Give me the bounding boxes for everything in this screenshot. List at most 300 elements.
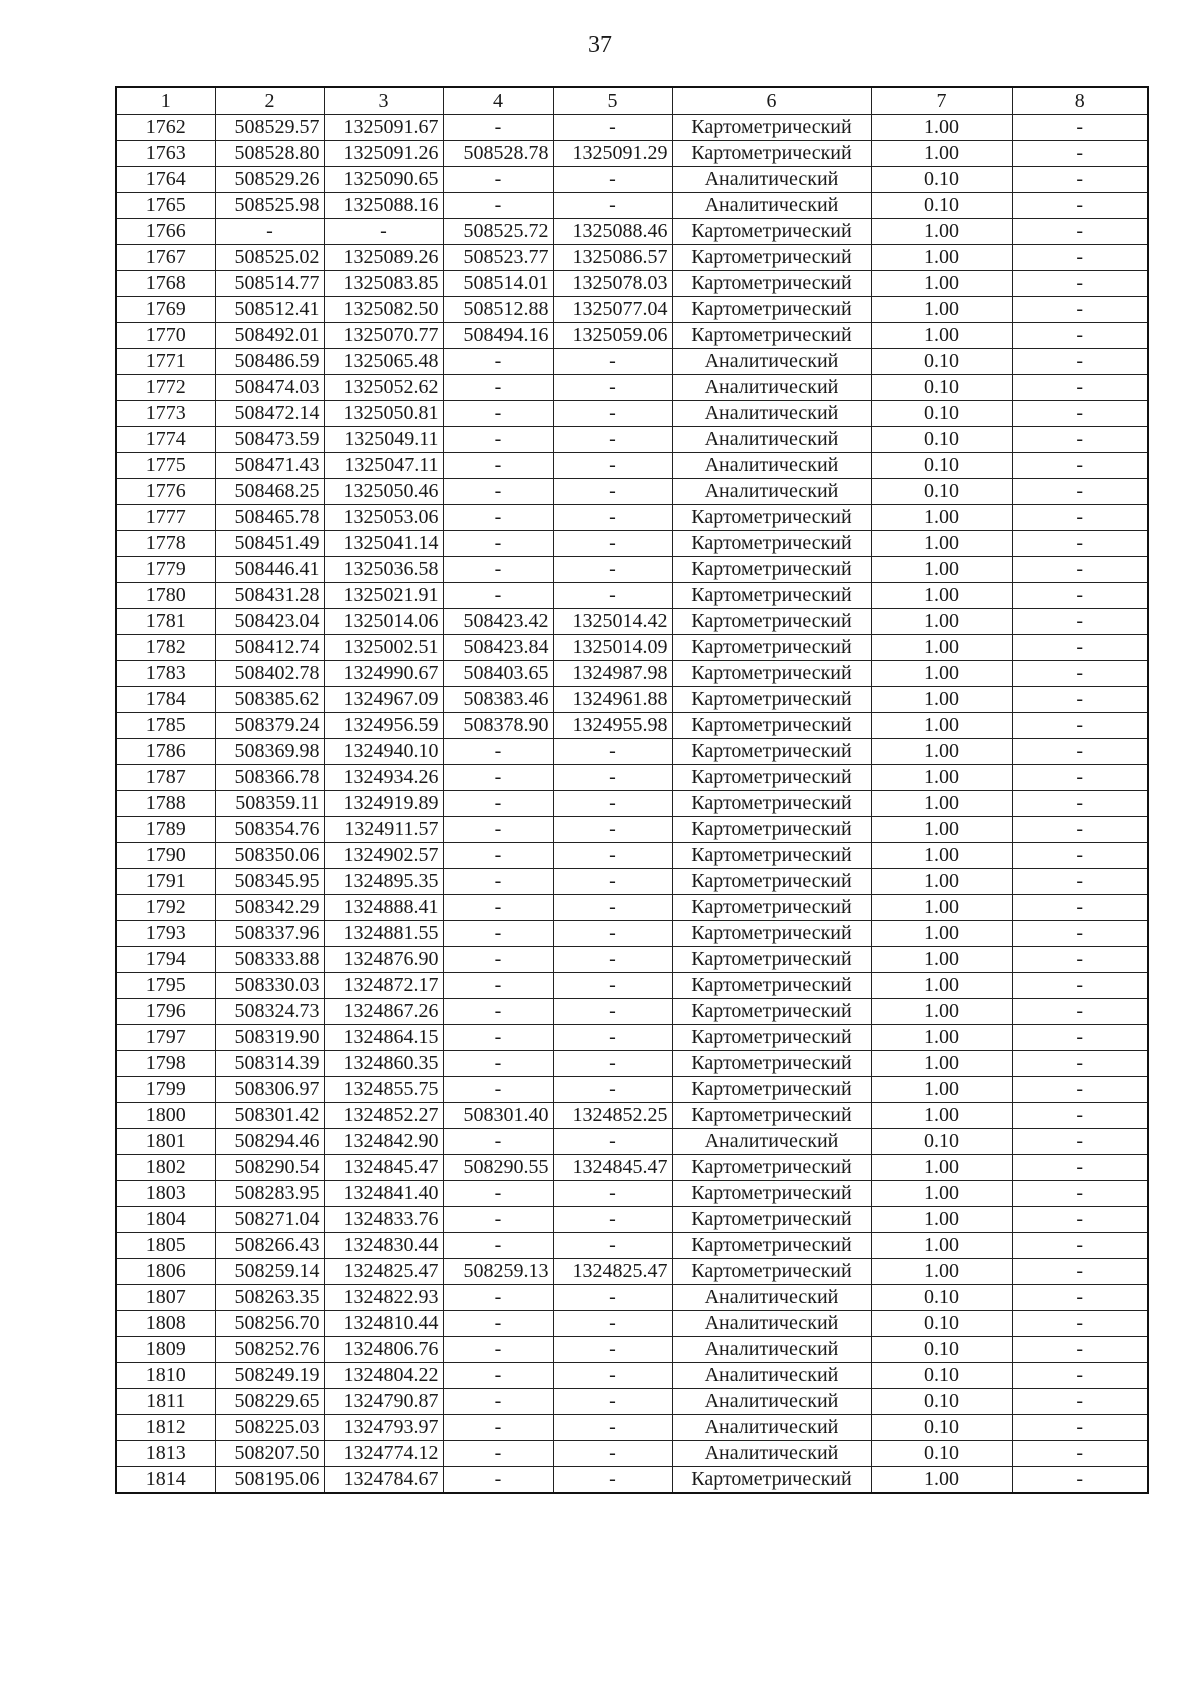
table-row <box>116 479 1148 505</box>
point-number-cell: 1769 <box>116 297 215 323</box>
method-cell: Картометрический <box>672 1181 871 1207</box>
method-cell: Картометрический <box>672 869 871 895</box>
point-number-cell: 1788 <box>116 791 215 817</box>
point-number-cell: 1767 <box>116 245 215 271</box>
point-number-cell: 1771 <box>116 349 215 375</box>
accuracy-cell: 1.00 <box>871 583 1012 609</box>
table-row <box>116 1285 1148 1311</box>
coordinates-table <box>115 86 1149 1494</box>
y-coordinate-alt-cell: - <box>553 1285 672 1311</box>
y-coordinate-cell: 1324825.47 <box>324 1259 443 1285</box>
y-coordinate-alt-cell: - <box>553 1415 672 1441</box>
y-coordinate-cell: 1325052.62 <box>324 375 443 401</box>
column-header: 6 <box>672 87 871 115</box>
x-coordinate-alt-cell: - <box>443 973 553 999</box>
y-coordinate-alt-cell: - <box>553 115 672 141</box>
note-cell: - <box>1012 1207 1148 1233</box>
y-coordinate-alt-cell: 1325059.06 <box>553 323 672 349</box>
note-cell: - <box>1012 609 1148 635</box>
note-cell: - <box>1012 583 1148 609</box>
table-row <box>116 1415 1148 1441</box>
accuracy-cell: 1.00 <box>871 817 1012 843</box>
method-cell: Аналитический <box>672 401 871 427</box>
column-header: 4 <box>443 87 553 115</box>
x-coordinate-alt-cell: - <box>443 1207 553 1233</box>
note-cell: - <box>1012 1129 1148 1155</box>
point-number-cell: 1802 <box>116 1155 215 1181</box>
y-coordinate-cell: 1324911.57 <box>324 817 443 843</box>
point-number-cell: 1798 <box>116 1051 215 1077</box>
accuracy-cell: 1.00 <box>871 1155 1012 1181</box>
point-number-cell: 1807 <box>116 1285 215 1311</box>
y-coordinate-cell: 1324822.93 <box>324 1285 443 1311</box>
accuracy-cell: 0.10 <box>871 1441 1012 1467</box>
point-number-cell: 1812 <box>116 1415 215 1441</box>
point-number-cell: 1810 <box>116 1363 215 1389</box>
table-row <box>116 1337 1148 1363</box>
method-cell: Картометрический <box>672 791 871 817</box>
point-number-cell: 1786 <box>116 739 215 765</box>
table-row <box>116 869 1148 895</box>
table-row <box>116 843 1148 869</box>
table-row <box>116 1181 1148 1207</box>
accuracy-cell: 1.00 <box>871 843 1012 869</box>
x-coordinate-alt-cell: - <box>443 1337 553 1363</box>
accuracy-cell: 1.00 <box>871 661 1012 687</box>
column-header: 3 <box>324 87 443 115</box>
table-row <box>116 765 1148 791</box>
method-cell: Картометрический <box>672 687 871 713</box>
accuracy-cell: 0.10 <box>871 1363 1012 1389</box>
method-cell: Картометрический <box>672 1233 871 1259</box>
y-coordinate-alt-cell: 1324987.98 <box>553 661 672 687</box>
accuracy-cell: 1.00 <box>871 973 1012 999</box>
x-coordinate-alt-cell: - <box>443 167 553 193</box>
note-cell: - <box>1012 1285 1148 1311</box>
y-coordinate-alt-cell: 1324955.98 <box>553 713 672 739</box>
point-number-cell: 1804 <box>116 1207 215 1233</box>
y-coordinate-cell: 1325070.77 <box>324 323 443 349</box>
method-cell: Картометрический <box>672 947 871 973</box>
y-coordinate-cell: 1324855.75 <box>324 1077 443 1103</box>
x-coordinate-cell: 508465.78 <box>215 505 324 531</box>
method-cell: Картометрический <box>672 921 871 947</box>
note-cell: - <box>1012 921 1148 947</box>
method-cell: Аналитический <box>672 193 871 219</box>
y-coordinate-cell: - <box>324 219 443 245</box>
note-cell: - <box>1012 635 1148 661</box>
x-coordinate-cell: 508514.77 <box>215 271 324 297</box>
method-cell: Картометрический <box>672 609 871 635</box>
note-cell: - <box>1012 1077 1148 1103</box>
x-coordinate-alt-cell: - <box>443 817 553 843</box>
table-row <box>116 193 1148 219</box>
x-coordinate-alt-cell: - <box>443 349 553 375</box>
y-coordinate-cell: 1325047.11 <box>324 453 443 479</box>
x-coordinate-cell: 508283.95 <box>215 1181 324 1207</box>
y-coordinate-cell: 1324841.40 <box>324 1181 443 1207</box>
note-cell: - <box>1012 895 1148 921</box>
y-coordinate-cell: 1324919.89 <box>324 791 443 817</box>
y-coordinate-alt-cell: - <box>553 973 672 999</box>
y-coordinate-cell: 1324790.87 <box>324 1389 443 1415</box>
note-cell: - <box>1012 505 1148 531</box>
y-coordinate-cell: 1325021.91 <box>324 583 443 609</box>
table-row <box>116 895 1148 921</box>
x-coordinate-alt-cell: 508423.84 <box>443 635 553 661</box>
x-coordinate-alt-cell: - <box>443 947 553 973</box>
accuracy-cell: 1.00 <box>871 323 1012 349</box>
method-cell: Картометрический <box>672 557 871 583</box>
note-cell: - <box>1012 1311 1148 1337</box>
accuracy-cell: 1.00 <box>871 531 1012 557</box>
accuracy-cell: 1.00 <box>871 115 1012 141</box>
y-coordinate-alt-cell: - <box>553 1441 672 1467</box>
y-coordinate-alt-cell: - <box>553 1467 672 1494</box>
point-number-cell: 1782 <box>116 635 215 661</box>
y-coordinate-cell: 1324956.59 <box>324 713 443 739</box>
x-coordinate-alt-cell: 508290.55 <box>443 1155 553 1181</box>
y-coordinate-cell: 1325041.14 <box>324 531 443 557</box>
note-cell: - <box>1012 1233 1148 1259</box>
y-coordinate-alt-cell: - <box>553 999 672 1025</box>
y-coordinate-cell: 1325049.11 <box>324 427 443 453</box>
x-coordinate-cell: 508385.62 <box>215 687 324 713</box>
x-coordinate-alt-cell: - <box>443 1363 553 1389</box>
table-header-row <box>116 87 1148 115</box>
y-coordinate-cell: 1324842.90 <box>324 1129 443 1155</box>
x-coordinate-alt-cell: - <box>443 921 553 947</box>
method-cell: Аналитический <box>672 349 871 375</box>
accuracy-cell: 1.00 <box>871 1051 1012 1077</box>
table-row <box>116 687 1148 713</box>
x-coordinate-cell: 508259.14 <box>215 1259 324 1285</box>
y-coordinate-cell: 1325050.81 <box>324 401 443 427</box>
y-coordinate-alt-cell: - <box>553 1311 672 1337</box>
note-cell: - <box>1012 1025 1148 1051</box>
table-row <box>116 1389 1148 1415</box>
point-number-cell: 1776 <box>116 479 215 505</box>
x-coordinate-cell: 508525.02 <box>215 245 324 271</box>
point-number-cell: 1772 <box>116 375 215 401</box>
y-coordinate-cell: 1325091.26 <box>324 141 443 167</box>
y-coordinate-alt-cell: - <box>553 843 672 869</box>
table-row <box>116 375 1148 401</box>
y-coordinate-cell: 1324881.55 <box>324 921 443 947</box>
table-row <box>116 1311 1148 1337</box>
y-coordinate-cell: 1324867.26 <box>324 999 443 1025</box>
table-row <box>116 115 1148 141</box>
point-number-cell: 1781 <box>116 609 215 635</box>
x-coordinate-cell: 508474.03 <box>215 375 324 401</box>
x-coordinate-alt-cell: - <box>443 583 553 609</box>
x-coordinate-cell: 508354.76 <box>215 817 324 843</box>
column-header: 1 <box>116 87 215 115</box>
method-cell: Картометрический <box>672 271 871 297</box>
x-coordinate-cell: 508225.03 <box>215 1415 324 1441</box>
x-coordinate-cell: 508492.01 <box>215 323 324 349</box>
table-row <box>116 583 1148 609</box>
y-coordinate-cell: 1324774.12 <box>324 1441 443 1467</box>
y-coordinate-alt-cell: - <box>553 167 672 193</box>
accuracy-cell: 1.00 <box>871 869 1012 895</box>
x-coordinate-cell: 508423.04 <box>215 609 324 635</box>
accuracy-cell: 1.00 <box>871 1077 1012 1103</box>
method-cell: Картометрический <box>672 115 871 141</box>
point-number-cell: 1763 <box>116 141 215 167</box>
y-coordinate-cell: 1324793.97 <box>324 1415 443 1441</box>
x-coordinate-cell: 508324.73 <box>215 999 324 1025</box>
y-coordinate-alt-cell: 1324845.47 <box>553 1155 672 1181</box>
y-coordinate-alt-cell: 1324852.25 <box>553 1103 672 1129</box>
x-coordinate-cell: 508301.42 <box>215 1103 324 1129</box>
y-coordinate-cell: 1325036.58 <box>324 557 443 583</box>
method-cell: Картометрический <box>672 505 871 531</box>
table-row <box>116 635 1148 661</box>
point-number-cell: 1794 <box>116 947 215 973</box>
x-coordinate-alt-cell: 508403.65 <box>443 661 553 687</box>
accuracy-cell: 1.00 <box>871 713 1012 739</box>
method-cell: Картометрический <box>672 1259 871 1285</box>
y-coordinate-cell: 1324784.67 <box>324 1467 443 1494</box>
x-coordinate-cell: 508431.28 <box>215 583 324 609</box>
y-coordinate-cell: 1325002.51 <box>324 635 443 661</box>
x-coordinate-alt-cell: 508523.77 <box>443 245 553 271</box>
note-cell: - <box>1012 1337 1148 1363</box>
y-coordinate-alt-cell: - <box>553 1077 672 1103</box>
y-coordinate-cell: 1325083.85 <box>324 271 443 297</box>
table-row <box>116 609 1148 635</box>
accuracy-cell: 0.10 <box>871 1415 1012 1441</box>
y-coordinate-alt-cell: - <box>553 817 672 843</box>
point-number-cell: 1813 <box>116 1441 215 1467</box>
accuracy-cell: 1.00 <box>871 1207 1012 1233</box>
accuracy-cell: 1.00 <box>871 557 1012 583</box>
method-cell: Аналитический <box>672 1129 871 1155</box>
method-cell: Аналитический <box>672 453 871 479</box>
y-coordinate-alt-cell: - <box>553 453 672 479</box>
table-row <box>116 219 1148 245</box>
note-cell: - <box>1012 531 1148 557</box>
note-cell: - <box>1012 1415 1148 1441</box>
method-cell: Картометрический <box>672 973 871 999</box>
point-number-cell: 1791 <box>116 869 215 895</box>
x-coordinate-alt-cell: - <box>443 479 553 505</box>
y-coordinate-alt-cell: - <box>553 1051 672 1077</box>
note-cell: - <box>1012 1363 1148 1389</box>
y-coordinate-alt-cell: - <box>553 895 672 921</box>
note-cell: - <box>1012 245 1148 271</box>
y-coordinate-cell: 1325053.06 <box>324 505 443 531</box>
method-cell: Аналитический <box>672 1285 871 1311</box>
x-coordinate-cell: 508468.25 <box>215 479 324 505</box>
y-coordinate-cell: 1324852.27 <box>324 1103 443 1129</box>
method-cell: Аналитический <box>672 479 871 505</box>
note-cell: - <box>1012 375 1148 401</box>
method-cell: Картометрический <box>672 739 871 765</box>
method-cell: Картометрический <box>672 817 871 843</box>
x-coordinate-cell: 508350.06 <box>215 843 324 869</box>
method-cell: Картометрический <box>672 1467 871 1494</box>
method-cell: Картометрический <box>672 1155 871 1181</box>
table-row <box>116 323 1148 349</box>
method-cell: Аналитический <box>672 427 871 453</box>
table-row <box>116 401 1148 427</box>
table-row <box>116 973 1148 999</box>
x-coordinate-cell: 508294.46 <box>215 1129 324 1155</box>
point-number-cell: 1811 <box>116 1389 215 1415</box>
table-row <box>116 921 1148 947</box>
point-number-cell: 1779 <box>116 557 215 583</box>
note-cell: - <box>1012 1155 1148 1181</box>
y-coordinate-alt-cell: 1325077.04 <box>553 297 672 323</box>
column-header: 8 <box>1012 87 1148 115</box>
table-row <box>116 297 1148 323</box>
y-coordinate-cell: 1325050.46 <box>324 479 443 505</box>
point-number-cell: 1775 <box>116 453 215 479</box>
table-row <box>116 1155 1148 1181</box>
note-cell: - <box>1012 765 1148 791</box>
y-coordinate-alt-cell: - <box>553 505 672 531</box>
x-coordinate-alt-cell: 508528.78 <box>443 141 553 167</box>
accuracy-cell: 1.00 <box>871 271 1012 297</box>
y-coordinate-cell: 1325091.67 <box>324 115 443 141</box>
page-number: 37 <box>588 32 612 58</box>
x-coordinate-cell: 508402.78 <box>215 661 324 687</box>
y-coordinate-alt-cell: 1325086.57 <box>553 245 672 271</box>
y-coordinate-cell: 1324845.47 <box>324 1155 443 1181</box>
x-coordinate-cell: 508472.14 <box>215 401 324 427</box>
y-coordinate-alt-cell: 1325014.09 <box>553 635 672 661</box>
y-coordinate-alt-cell: - <box>553 947 672 973</box>
point-number-cell: 1792 <box>116 895 215 921</box>
method-cell: Картометрический <box>672 219 871 245</box>
y-coordinate-cell: 1324876.90 <box>324 947 443 973</box>
y-coordinate-cell: 1324860.35 <box>324 1051 443 1077</box>
y-coordinate-alt-cell: 1325014.42 <box>553 609 672 635</box>
table-row <box>116 713 1148 739</box>
x-coordinate-cell: 508263.35 <box>215 1285 324 1311</box>
table-row <box>116 1129 1148 1155</box>
x-coordinate-alt-cell: 508383.46 <box>443 687 553 713</box>
x-coordinate-cell: 508252.76 <box>215 1337 324 1363</box>
table-row <box>116 1051 1148 1077</box>
method-cell: Аналитический <box>672 167 871 193</box>
x-coordinate-cell: - <box>215 219 324 245</box>
x-coordinate-cell: 508451.49 <box>215 531 324 557</box>
y-coordinate-cell: 1325089.26 <box>324 245 443 271</box>
y-coordinate-cell: 1325065.48 <box>324 349 443 375</box>
x-coordinate-alt-cell: - <box>443 869 553 895</box>
note-cell: - <box>1012 817 1148 843</box>
x-coordinate-cell: 508314.39 <box>215 1051 324 1077</box>
y-coordinate-cell: 1324830.44 <box>324 1233 443 1259</box>
accuracy-cell: 0.10 <box>871 401 1012 427</box>
accuracy-cell: 0.10 <box>871 193 1012 219</box>
note-cell: - <box>1012 947 1148 973</box>
accuracy-cell: 0.10 <box>871 427 1012 453</box>
note-cell: - <box>1012 219 1148 245</box>
point-number-cell: 1803 <box>116 1181 215 1207</box>
method-cell: Картометрический <box>672 531 871 557</box>
accuracy-cell: 0.10 <box>871 1129 1012 1155</box>
x-coordinate-alt-cell: - <box>443 1233 553 1259</box>
x-coordinate-alt-cell: 508514.01 <box>443 271 553 297</box>
point-number-cell: 1796 <box>116 999 215 1025</box>
table-row <box>116 1441 1148 1467</box>
accuracy-cell: 0.10 <box>871 453 1012 479</box>
note-cell: - <box>1012 297 1148 323</box>
method-cell: Картометрический <box>672 1103 871 1129</box>
note-cell: - <box>1012 349 1148 375</box>
y-coordinate-alt-cell: - <box>553 739 672 765</box>
y-coordinate-cell: 1324810.44 <box>324 1311 443 1337</box>
accuracy-cell: 1.00 <box>871 895 1012 921</box>
y-coordinate-alt-cell: - <box>553 765 672 791</box>
y-coordinate-alt-cell: - <box>553 193 672 219</box>
x-coordinate-alt-cell: 508525.72 <box>443 219 553 245</box>
y-coordinate-alt-cell: - <box>553 869 672 895</box>
x-coordinate-cell: 508319.90 <box>215 1025 324 1051</box>
x-coordinate-alt-cell: - <box>443 791 553 817</box>
x-coordinate-cell: 508249.19 <box>215 1363 324 1389</box>
point-number-cell: 1783 <box>116 661 215 687</box>
y-coordinate-cell: 1324967.09 <box>324 687 443 713</box>
y-coordinate-cell: 1325090.65 <box>324 167 443 193</box>
x-coordinate-alt-cell: 508494.16 <box>443 323 553 349</box>
column-header: 2 <box>215 87 324 115</box>
x-coordinate-alt-cell: - <box>443 1025 553 1051</box>
y-coordinate-alt-cell: - <box>553 1129 672 1155</box>
point-number-cell: 1789 <box>116 817 215 843</box>
x-coordinate-alt-cell: 508378.90 <box>443 713 553 739</box>
x-coordinate-cell: 508366.78 <box>215 765 324 791</box>
y-coordinate-alt-cell: - <box>553 583 672 609</box>
x-coordinate-alt-cell: - <box>443 895 553 921</box>
table-row <box>116 245 1148 271</box>
note-cell: - <box>1012 843 1148 869</box>
x-coordinate-alt-cell: - <box>443 557 553 583</box>
x-coordinate-cell: 508369.98 <box>215 739 324 765</box>
x-coordinate-alt-cell: - <box>443 427 553 453</box>
x-coordinate-cell: 508446.41 <box>215 557 324 583</box>
accuracy-cell: 1.00 <box>871 1103 1012 1129</box>
y-coordinate-alt-cell: - <box>553 1389 672 1415</box>
note-cell: - <box>1012 193 1148 219</box>
method-cell: Картометрический <box>672 297 871 323</box>
y-coordinate-cell: 1324864.15 <box>324 1025 443 1051</box>
x-coordinate-alt-cell: - <box>443 1129 553 1155</box>
accuracy-cell: 1.00 <box>871 765 1012 791</box>
note-cell: - <box>1012 999 1148 1025</box>
point-number-cell: 1790 <box>116 843 215 869</box>
x-coordinate-alt-cell: - <box>443 739 553 765</box>
note-cell: - <box>1012 427 1148 453</box>
x-coordinate-cell: 508342.29 <box>215 895 324 921</box>
y-coordinate-alt-cell: 1325091.29 <box>553 141 672 167</box>
method-cell: Аналитический <box>672 1337 871 1363</box>
point-number-cell: 1793 <box>116 921 215 947</box>
column-header: 5 <box>553 87 672 115</box>
x-coordinate-cell: 508333.88 <box>215 947 324 973</box>
y-coordinate-cell: 1324895.35 <box>324 869 443 895</box>
method-cell: Картометрический <box>672 765 871 791</box>
table-row <box>116 1363 1148 1389</box>
accuracy-cell: 0.10 <box>871 1389 1012 1415</box>
accuracy-cell: 1.00 <box>871 1025 1012 1051</box>
table-row <box>116 1233 1148 1259</box>
x-coordinate-cell: 508473.59 <box>215 427 324 453</box>
